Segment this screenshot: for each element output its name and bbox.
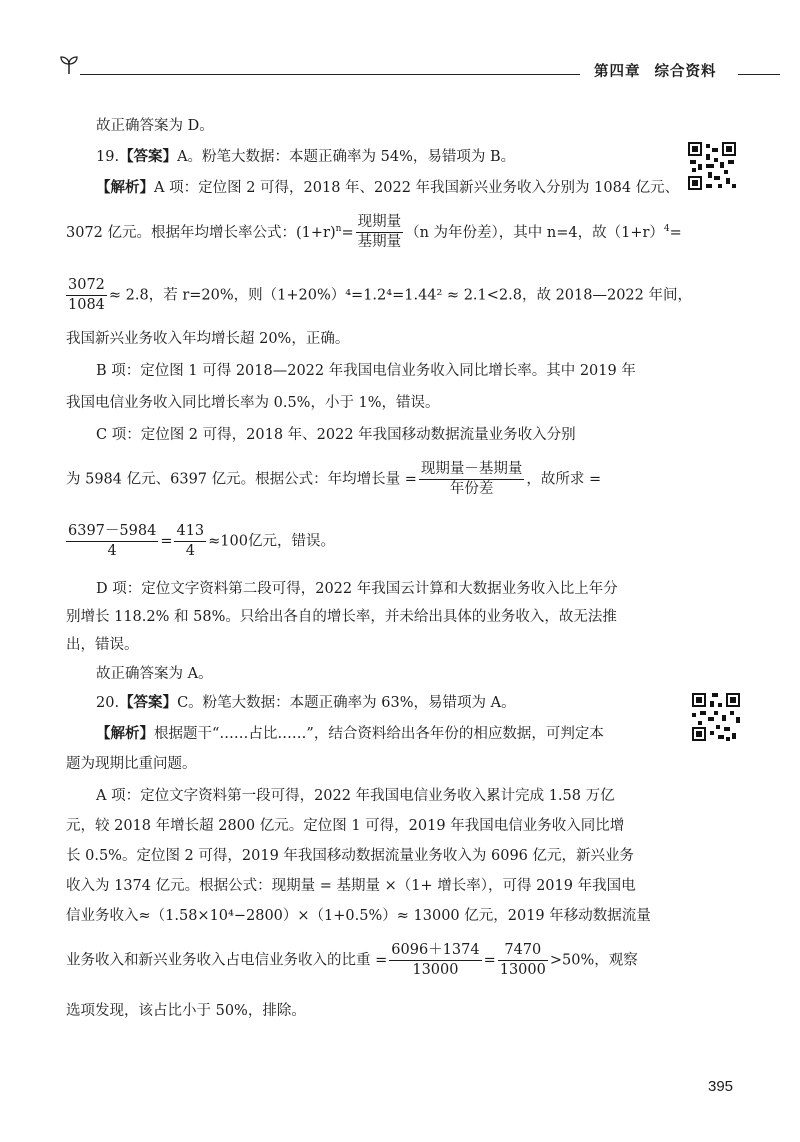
- numerator: 现期量: [356, 213, 404, 233]
- question-19-analysis: [96, 178, 680, 198]
- text-line: C 项：定位图 2 可得，2018 年、2022 年我国移动数据流量业务收入分别: [96, 427, 576, 443]
- fraction: [389, 941, 481, 980]
- numerator: 6397－5984: [66, 522, 158, 542]
- answer-tag: 【答案】: [119, 149, 178, 165]
- fraction: [66, 276, 107, 315]
- denominator: 年份差: [449, 481, 494, 497]
- text-line: 别增长 118.2% 和 58%。只给出各自的增长率，并未给出具体的业务收入，故无法推: [66, 609, 617, 625]
- text-line: 选项发现，该占比小于 50%，排除。: [66, 1003, 306, 1019]
- text-run: ≈100亿元，错误。: [208, 533, 335, 550]
- qr-code-icon: [686, 140, 738, 192]
- analysis-tag: 【解析】: [96, 180, 154, 196]
- analysis-tag: 【解析】: [96, 726, 154, 742]
- fraction: [174, 522, 206, 561]
- text-run: 为 5984 亿元、6397 亿元。根据公式：年均增长量 =: [66, 471, 417, 488]
- question-20-answer: [96, 693, 668, 713]
- formula-line: [66, 276, 692, 315]
- text-line: B 项：定位图 1 可得 2018—2022 年我国电信业务收入同比增长率。其中 2019 年: [96, 363, 636, 379]
- answer-text: C。粉笔大数据：本题正确率为 63%，易错项为 A。: [177, 695, 516, 711]
- formula-line: 3072 亿元。根据年均增长率公式：$(1+r)^n=$ $\frac{\text{现期量}}{\text{基期量}}$ （n 为年份差），其中 n=4，故$(1+r)^4=$: [66, 214, 682, 251]
- answer-text: A。粉笔大数据：本题正确率为 54%，易错项为 B。: [177, 149, 516, 165]
- numerator: 413: [174, 522, 206, 542]
- fraction: [356, 213, 404, 252]
- text-run: =: [341, 224, 354, 241]
- question-number: 20.: [96, 695, 120, 711]
- text-line: 出，错误。: [66, 637, 139, 653]
- question-number: 19.: [96, 149, 120, 165]
- question-19-answer: [96, 147, 668, 167]
- answer-tag: 【答案】: [119, 695, 178, 711]
- formula-line: [66, 941, 668, 980]
- denominator: 13000: [412, 962, 459, 978]
- text-line: 信业务收入≈（1.58×10⁴−2800）×（1+0.5%）≈ 13000 亿元，2019 年移动数据流量: [66, 908, 651, 924]
- chapter-heading: [594, 60, 731, 81]
- text-run: =: [669, 224, 682, 241]
- numerator: 6096＋1374: [389, 941, 481, 961]
- section-title: 综合资料: [654, 64, 717, 80]
- denominator: 4: [185, 543, 195, 559]
- text-run: ，故所求 =: [526, 471, 602, 488]
- text-line: 长 0.5%。定位图 2 可得，2019 年我国移动数据流量业务收入为 6096 亿元，新兴业务: [66, 848, 635, 864]
- text-run: =: [160, 533, 173, 550]
- text-line: 我国电信业务收入同比增长率为 0.5%，小于 1%，错误。: [66, 395, 440, 411]
- leaf-sprout-icon: [58, 54, 80, 76]
- numerator: 7470: [498, 941, 548, 961]
- text-line: 收入为 1374 亿元。根据公式：现期量 = 基期量 ×（1+ 增长率），可得 2019 年我国电: [66, 878, 636, 894]
- denominator: 基期量: [357, 234, 402, 251]
- formula-line: [66, 460, 668, 499]
- numerator: 现期量－基期量: [419, 460, 525, 480]
- header-rule: [80, 74, 580, 75]
- text-line: 故正确答案为 D。: [96, 118, 214, 134]
- question-20-analysis: [96, 724, 668, 744]
- header-rule-tail: [738, 74, 780, 75]
- text-run: =: [483, 952, 496, 969]
- text-run: >50%，观察: [549, 952, 638, 969]
- denominator: 13000: [499, 962, 546, 978]
- text-line: 元，较 2018 年增长超 2800 亿元。定位图 1 可得，2019 年我国电信业务收入同比增: [66, 818, 625, 834]
- chapter-number: 第四章: [594, 64, 641, 80]
- text-line: A 项：定位图 2 可得，2018 年、2022 年我国新兴业务收入分别为 1084 亿元、: [154, 180, 680, 196]
- formula-line: [66, 522, 668, 561]
- denominator: 1084: [68, 297, 105, 313]
- text-run: 3072 亿元。根据年均增长率公式：(1+r): [66, 224, 336, 241]
- fraction: [498, 941, 548, 980]
- text-line: 根据题干“……占比……”，结合资料给出各年份的相应数据，可判定本: [154, 726, 604, 742]
- text-line: 故正确答案为 A。: [96, 666, 213, 682]
- fraction: [66, 522, 158, 561]
- fraction: [419, 460, 525, 499]
- denominator: 4: [107, 543, 117, 559]
- text-line: 我国新兴业务收入年均增长超 20%，正确。: [66, 331, 350, 347]
- text-line: D 项：定位文字资料第二段可得，2022 年我国云计算和大数据业务收入比上年分: [96, 581, 618, 597]
- text-run: 业务收入和新兴业务收入占电信业务收入的比重 =: [66, 952, 388, 969]
- text-run: ≈ 2.8，若 r=20%，则（1+20%）⁴=1.2⁴=1.44² ≈ 2.1<2.8，故 2018—2022 年间，: [108, 287, 692, 304]
- page-number: 395: [708, 1078, 734, 1095]
- text-run: （n 为年份差），其中 n=4，故（1+r）: [405, 224, 664, 241]
- numerator: 3072: [66, 276, 107, 296]
- qr-code-icon: [690, 691, 742, 743]
- text-line: 题为现期比重问题。: [66, 756, 197, 772]
- text-line: A 项：定位文字资料第一段可得，2022 年我国电信业务收入累计完成 1.58 万亿: [96, 788, 615, 804]
